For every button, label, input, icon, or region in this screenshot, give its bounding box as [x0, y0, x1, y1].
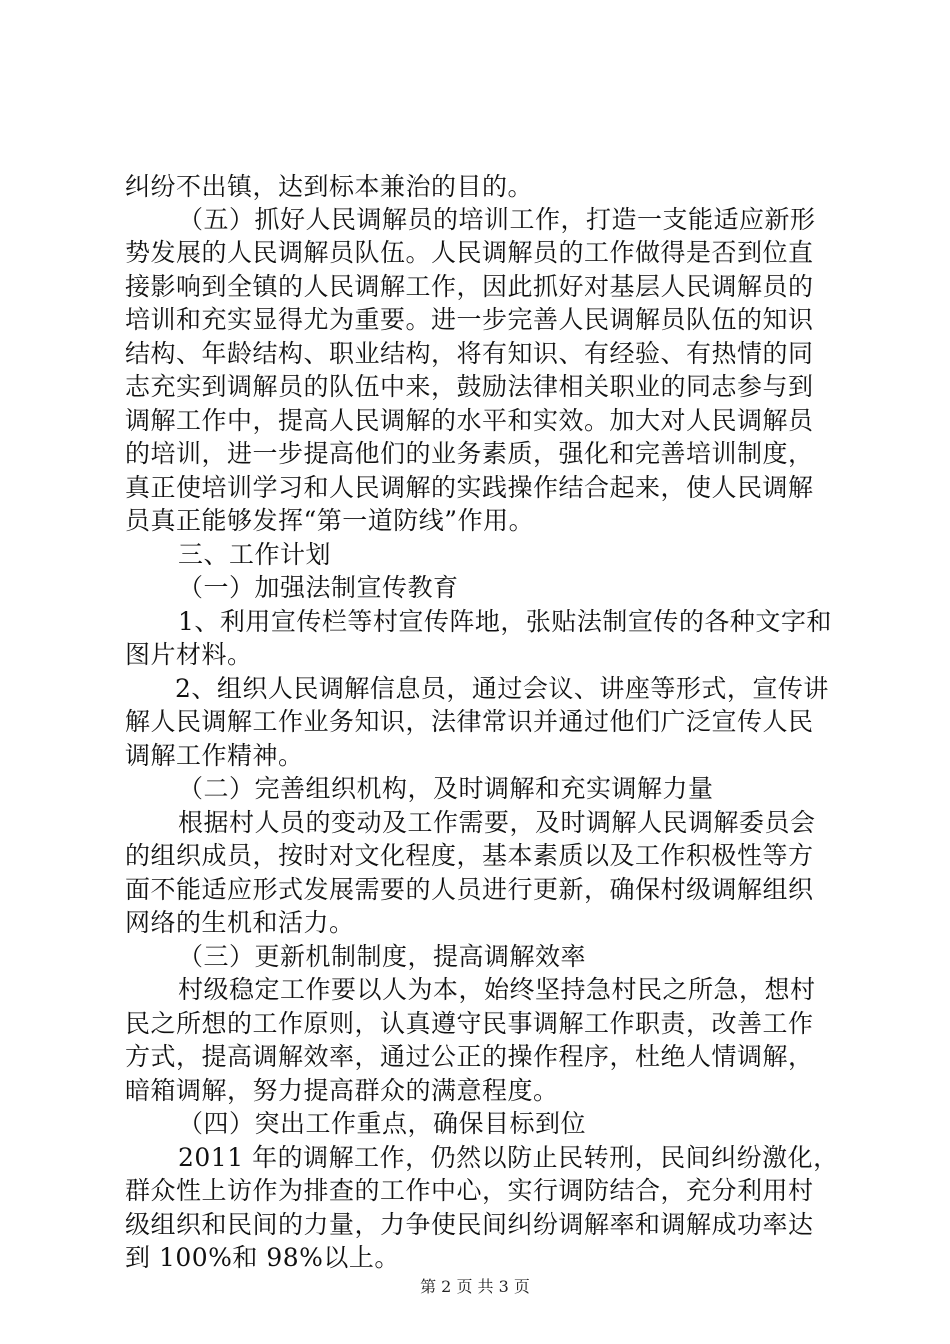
text-line: 员真正能够发挥“第一道防线”作用。 [125, 506, 535, 535]
text-line: 到 100%和 98%以上。 [125, 1243, 400, 1272]
text-line: 调解工作精神。 [125, 741, 304, 770]
text-line: 方式，提高调解效率，通过公正的操作程序，杜绝人情调解， [125, 1042, 814, 1071]
page-number-footer: 第 2 页 共 3 页 [420, 1277, 530, 1296]
text-line: 2、组织人民调解信息员，通过会议、讲座等形式，宣传讲 [175, 674, 829, 703]
text-line: 面不能适应形式发展需要的人员进行更新，确保村级调解组织 [125, 875, 814, 904]
text-line: 的组织成员，按时对文化程度，基本素质以及工作积极性等方 [125, 841, 814, 870]
section-heading: 三、工作计划 [178, 540, 332, 569]
text-line: 真正使培训学习和人民调解的实践操作结合起来，使人民调解 [125, 473, 814, 502]
text-line: 网络的生机和活力。 [125, 908, 355, 937]
text-line: 志充实到调解员的队伍中来，鼓励法律相关职业的同志参与到 [125, 372, 814, 401]
text-line: 暗箱调解，努力提高群众的满意程度。 [125, 1076, 559, 1105]
subsection-heading: （一）加强法制宣传教育 [178, 573, 459, 602]
text-line: 培训和充实显得尤为重要。进一步完善人民调解员队伍的知识 [125, 305, 814, 334]
text-line: 接影响到全镇的人民调解工作，因此抓好对基层人民调解员的 [125, 272, 814, 301]
text-line: 2011 年的调解工作，仍然以防止民转刑，民间纠纷激化， [178, 1143, 839, 1172]
text-line: 势发展的人民调解员队伍。人民调解员的工作做得是否到位直 [125, 238, 814, 267]
text-line: 1、利用宣传栏等村宣传阵地，张贴法制宣传的各种文字和 [178, 607, 832, 636]
text-line: 图片材料。 [125, 640, 253, 669]
subsection-heading: （二）完善组织机构，及时调解和充实调解力量 [178, 774, 714, 803]
text-line: 纠纷不出镇，达到标本兼治的目的。 [125, 172, 534, 201]
text-line: 的培训，进一步提高他们的业务素质，强化和完善培训制度， [125, 439, 814, 468]
text-line: 解人民调解工作业务知识，法律常识并通过他们广泛宣传人民 [125, 707, 814, 736]
text-line: 调解工作中，提高人民调解的水平和实效。加大对人民调解员 [125, 406, 814, 435]
text-line: （五）抓好人民调解员的培训工作，打造一支能适应新形 [178, 205, 816, 234]
subsection-heading: （三）更新机制制度，提高调解效率 [178, 942, 587, 971]
text-line: 级组织和民间的力量，力争使民间纠纷调解率和调解成功率达 [125, 1210, 814, 1239]
text-line: 群众性上访作为排查的工作中心，实行调防结合，充分利用村 [125, 1176, 814, 1205]
text-line: 村级稳定工作要以人为本，始终坚持急村民之所急，想村 [178, 975, 816, 1004]
text-line: 根据村人员的变动及工作需要，及时调解人民调解委员会 [178, 808, 816, 837]
text-line: 结构、年龄结构、职业结构，将有知识、有经验、有热情的同 [125, 339, 814, 368]
subsection-heading: （四）突出工作重点，确保目标到位 [178, 1109, 587, 1138]
text-line: 民之所想的工作原则，认真遵守民事调解工作职责，改善工作 [125, 1009, 814, 1038]
